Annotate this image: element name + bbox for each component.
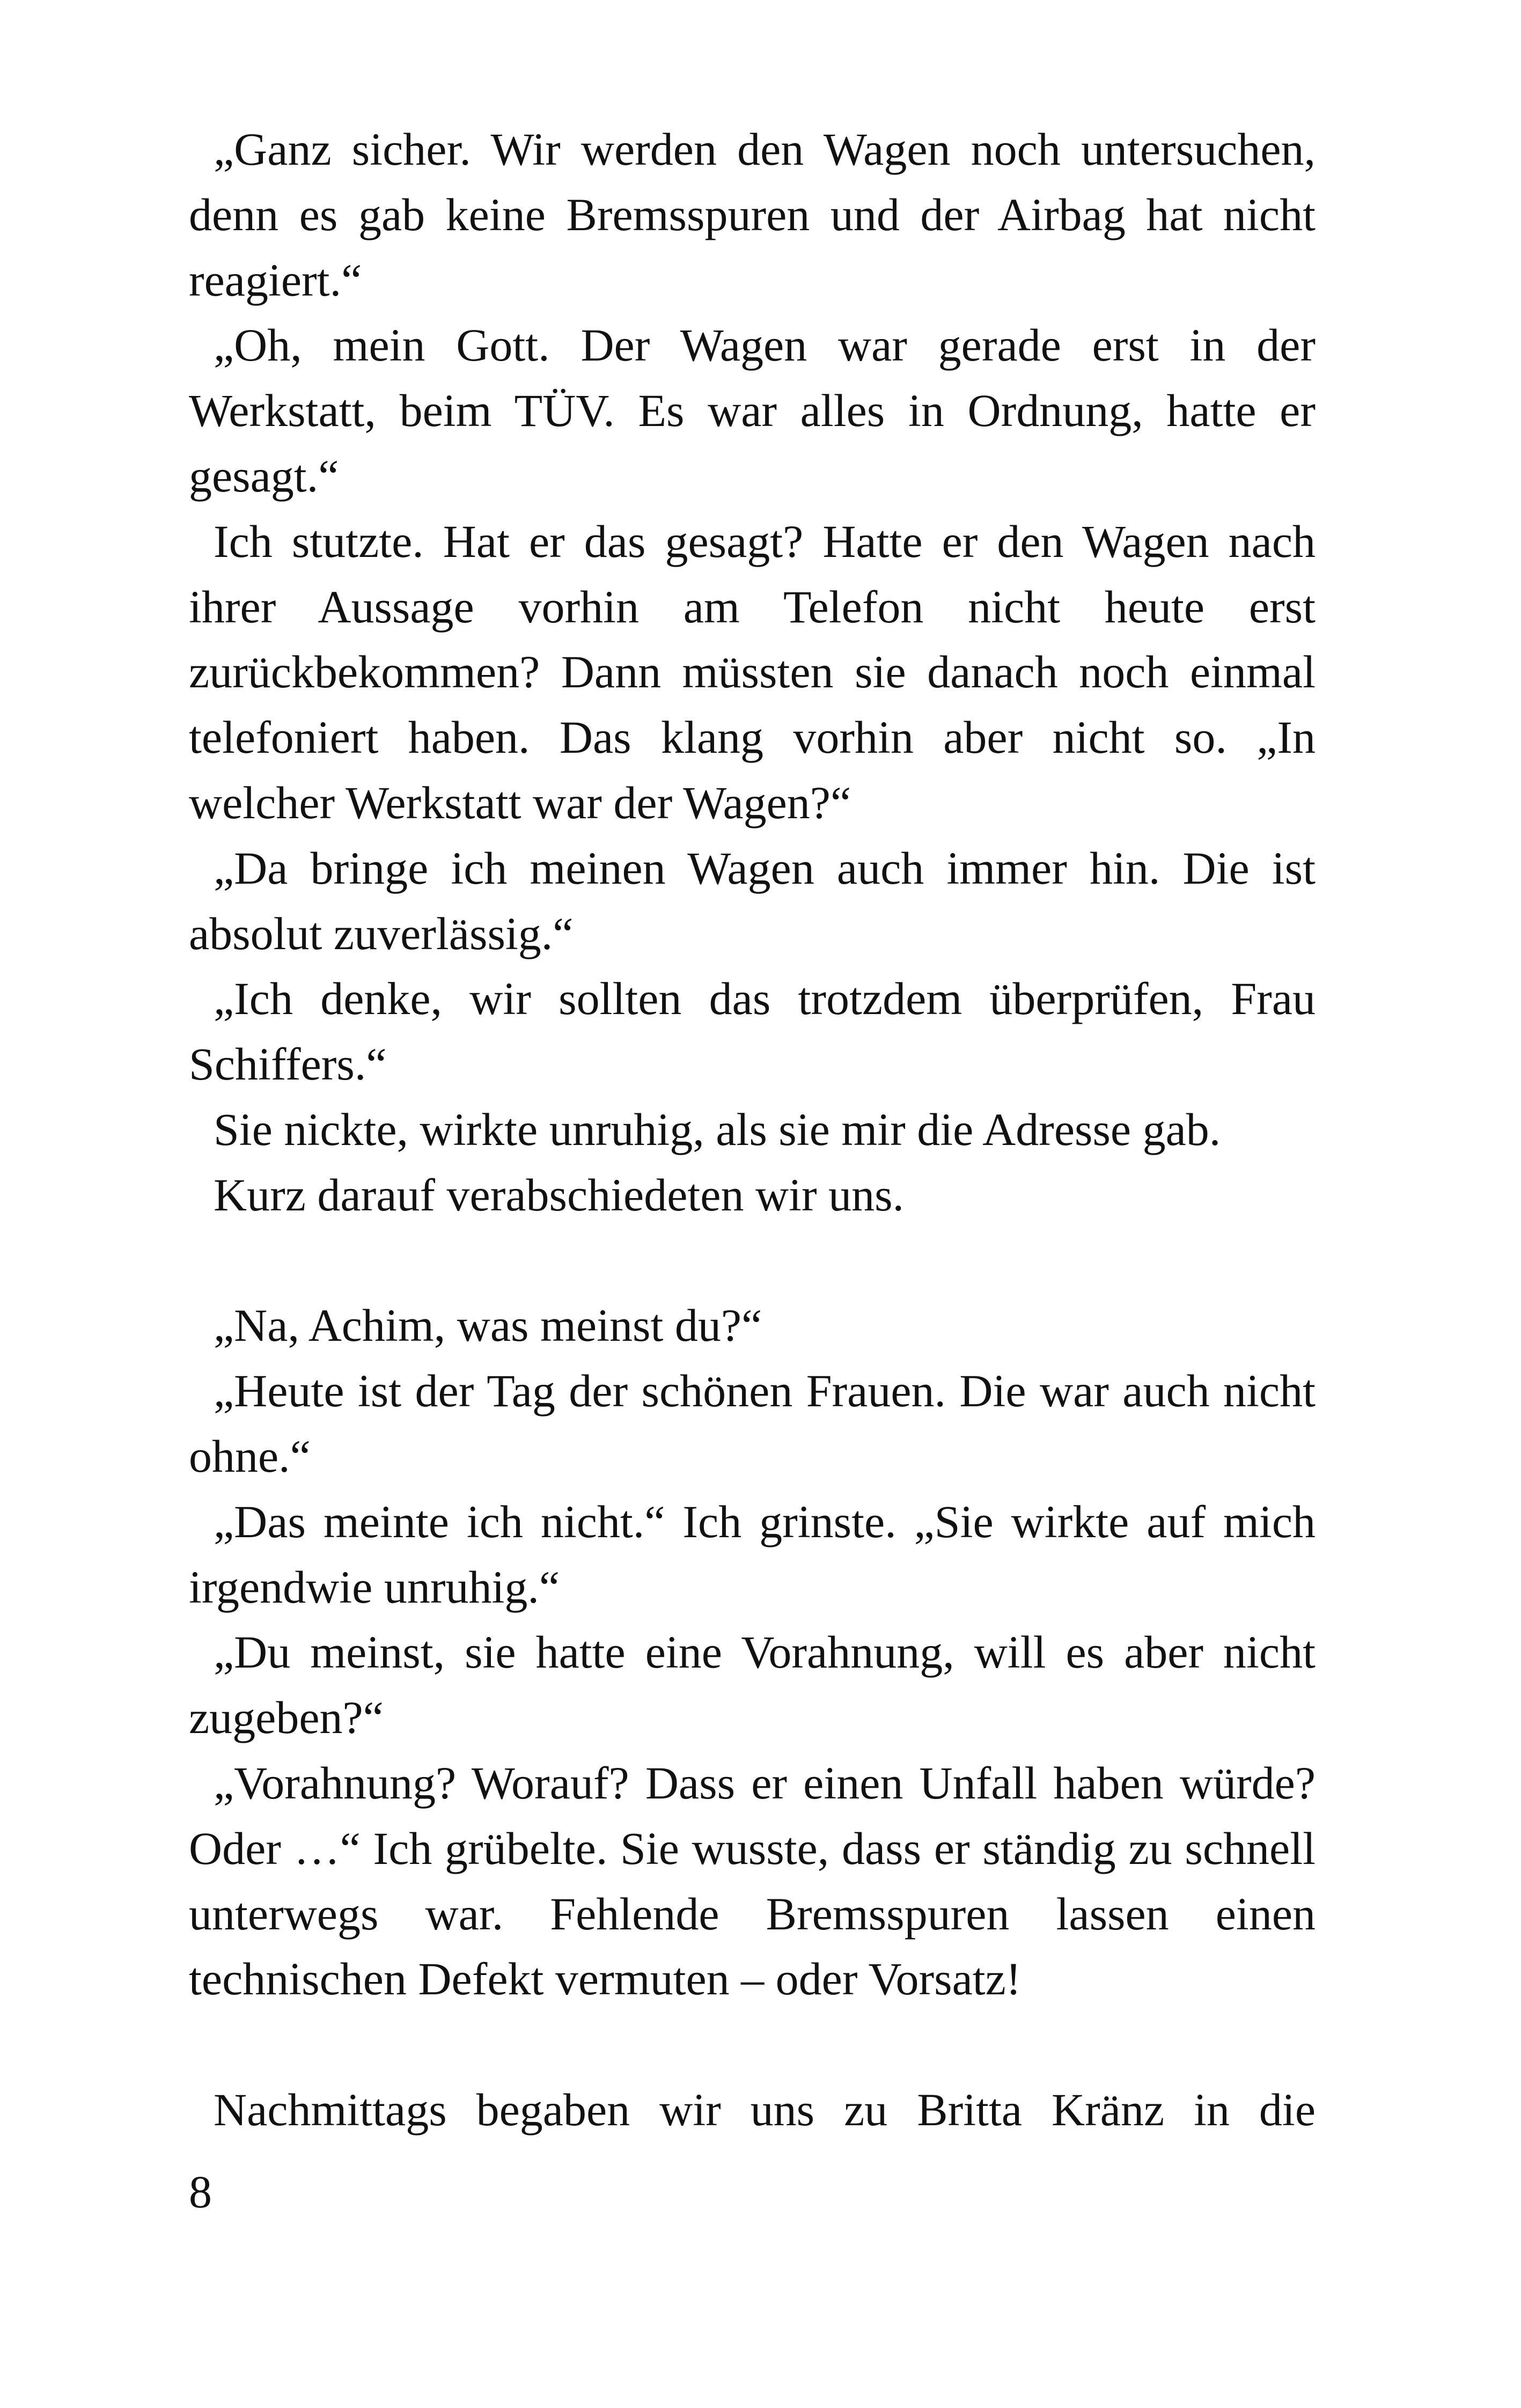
paragraph: „Oh, mein Gott. Der Wagen war gerade erst in der Werkstatt, beim TÜV. Es war alles in Ordnung, hatte er gesagt.“ [189, 319, 1316, 502]
paragraph: „Da bringe ich meinen Wagen auch immer hin. Die ist absolut zuverlässig.“ [189, 842, 1316, 959]
paragraph: „Du meinst, sie hatte eine Vorahnung, will es aber nicht zugeben?“ [189, 1626, 1316, 1744]
paragraph: „Das meinte ich nicht.“ Ich grinste. „Sie wirkte auf mich irgendwie unruhig.“ [189, 1495, 1316, 1613]
paragraph: „Heute ist der Tag der schönen Frauen. Die war auch nicht ohne.“ [189, 1365, 1316, 1482]
section-break [189, 1228, 1316, 1294]
paragraph: Kurz darauf verabschiedeten wir uns. [214, 1169, 905, 1221]
page-body [189, 117, 1316, 2143]
page-number: 8 [189, 2166, 212, 2218]
paragraph: Sie nickte, wirkte unruhig, als sie mir die Adresse gab. [214, 1103, 1221, 1155]
paragraph: Nachmittags begaben wir uns zu Britta Kränz in die [214, 2083, 1316, 2135]
section-break [189, 2012, 1316, 2077]
paragraph: „Vorahnung? Worauf? Dass er einen Unfall haben würde? Oder …“ Ich grübelte. Sie wusste, dass er ständig zu schnell unterwegs war. Fehlende Bremsspuren lassen einen technischen Defekt vermuten – oder Vorsatz! [189, 1757, 1316, 2005]
paragraph: „Ich denke, wir sollten das trotzdem überprüfen, Frau Schiffers.“ [189, 973, 1316, 1090]
paragraph: Ich stutzte. Hat er das gesagt? Hatte er den Wagen nach ihrer Aussage vorhin am Telefon nicht heute erst zurückbekommen? Dann müssten sie danach noch einmal telefoniert haben. Das klang vorhin aber nicht so. „In welcher Werkstatt war der Wagen?“ [189, 515, 1316, 828]
paragraph: „Ganz sicher. Wir werden den Wagen noch untersuchen, denn es gab keine Bremsspuren und der Airbag hat nicht reagiert.“ [189, 123, 1316, 306]
paragraph: „Na, Achim, was meinst du?“ [214, 1300, 762, 1352]
